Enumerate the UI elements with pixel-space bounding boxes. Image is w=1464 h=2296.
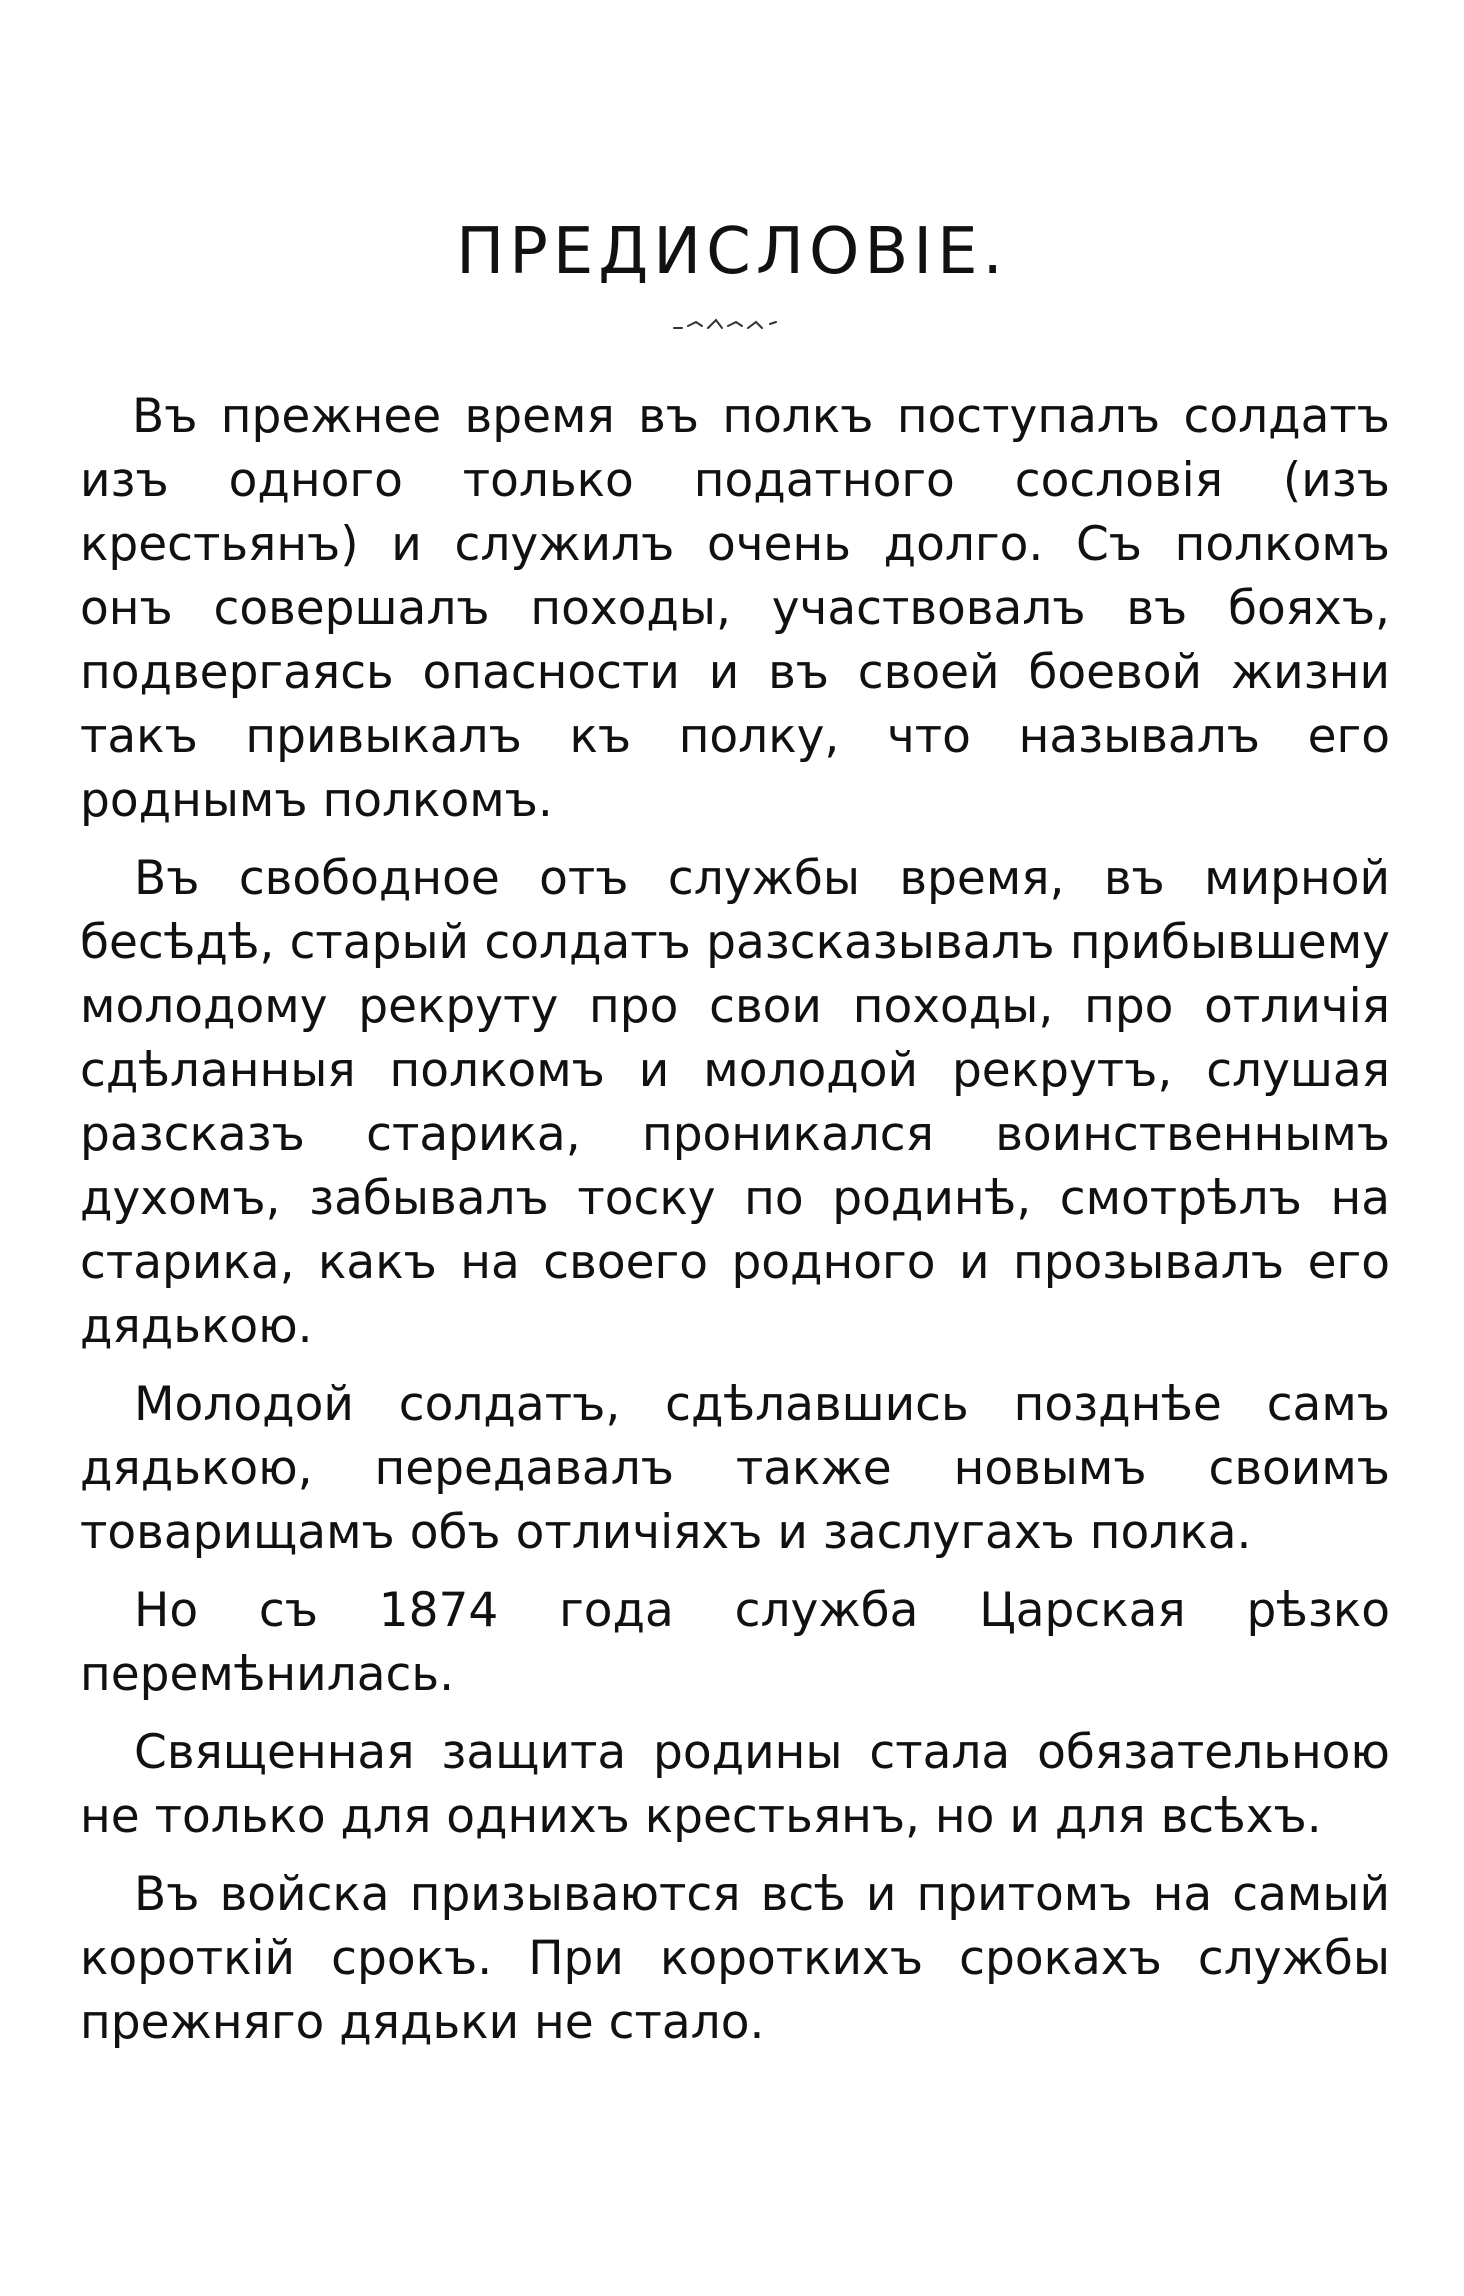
preface-body [80,385,1390,2069]
paragraph-5: Священная защита родины стала обязательною не только для однихъ крестьянъ, но и для всѣхъ. [80,1725,1390,1844]
paragraph-6: Въ войска призываются всѣ и притомъ на самый короткій срокъ. При короткихъ срокахъ службы прежняго дядьки не стало. [80,1867,1390,2050]
paragraph-4: Но съ 1874 года служба Царская рѣзко перемѣнилась. [80,1583,1390,1702]
paragraph-3: Молодой солдатъ, сдѣлавшись позднѣе самъ дядькою, передавалъ также новымъ своимъ товарищамъ объ отличіяхъ и заслугахъ полка. [80,1377,1390,1560]
paragraph-2: Въ свободное отъ службы время, въ мирной бесѣдѣ, старый солдатъ разсказывалъ прибывшему молодому рекруту про свои походы, про отличія сдѣланныя полкомъ и молодой рекрутъ, слушая разсказъ старика, проникался воинственнымъ духомъ, забывалъ тоску по родинѣ, смотрѣлъ на старика, какъ на своего родного и прозывалъ его дядькою. [80,851,1390,1354]
page-title: ПРЕДИСЛОВІЕ. [456,215,1008,289]
paragraph-1: Въ прежнее время въ полкъ поступалъ солдатъ изъ одного только податного сословія (изъ крестьянъ) и служилъ очень долго. Съ полкомъ онъ совершалъ походы, участвовалъ въ бояхъ, подвергаясь опасности и въ своей боевой жизни такъ привыкалъ къ полку, что называлъ его роднымъ полкомъ. [80,389,1390,828]
ornament-divider [672,308,792,338]
